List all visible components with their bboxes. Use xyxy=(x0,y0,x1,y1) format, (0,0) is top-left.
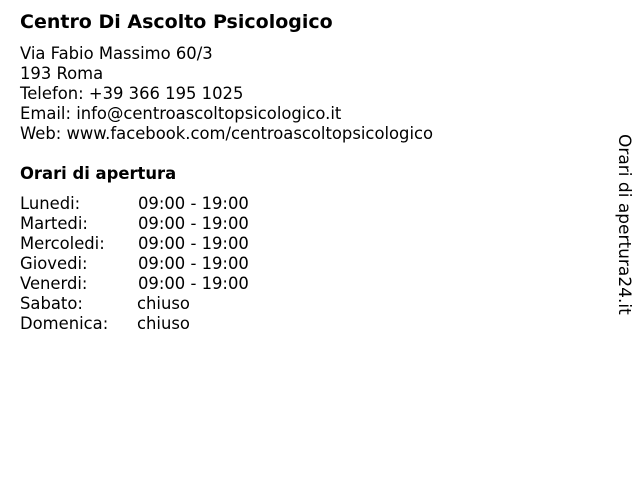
address-street: Via Fabio Massimo 60/3 xyxy=(20,44,213,63)
email-text: Email: info@centroascoltopsicologico.it xyxy=(20,104,342,123)
day-label: Mercoledi: xyxy=(20,234,105,253)
day-label: Venerdi: xyxy=(20,274,88,293)
day-label: Giovedi: xyxy=(20,254,88,273)
day-label: Domenica: xyxy=(20,314,109,333)
day-label: Sabato: xyxy=(20,294,83,313)
time-value: 09:00 - 19:00 xyxy=(138,234,249,253)
day-label: Martedi: xyxy=(20,214,88,233)
time-value: 09:00 - 19:00 xyxy=(138,274,249,293)
address-city: 193 Roma xyxy=(20,64,104,83)
time-value: 09:00 - 19:00 xyxy=(138,214,249,233)
hours-heading: Orari di apertura xyxy=(20,164,177,183)
contact-block xyxy=(20,44,433,144)
website-text: Web: www.facebook.com/centroascoltopsicologico xyxy=(20,124,434,143)
time-value: 09:00 - 19:00 xyxy=(138,254,249,273)
day-label: Lunedi: xyxy=(20,194,81,213)
business-name: Centro Di Ascolto Psicologico xyxy=(20,11,333,33)
phone-text: Telefon: +39 366 195 1025 xyxy=(20,84,244,103)
brand-watermark: Orari di apertura24.it xyxy=(614,134,634,315)
time-value: chiuso xyxy=(137,294,190,313)
time-value: chiuso xyxy=(137,314,190,333)
time-value: 09:00 - 19:00 xyxy=(138,194,249,213)
